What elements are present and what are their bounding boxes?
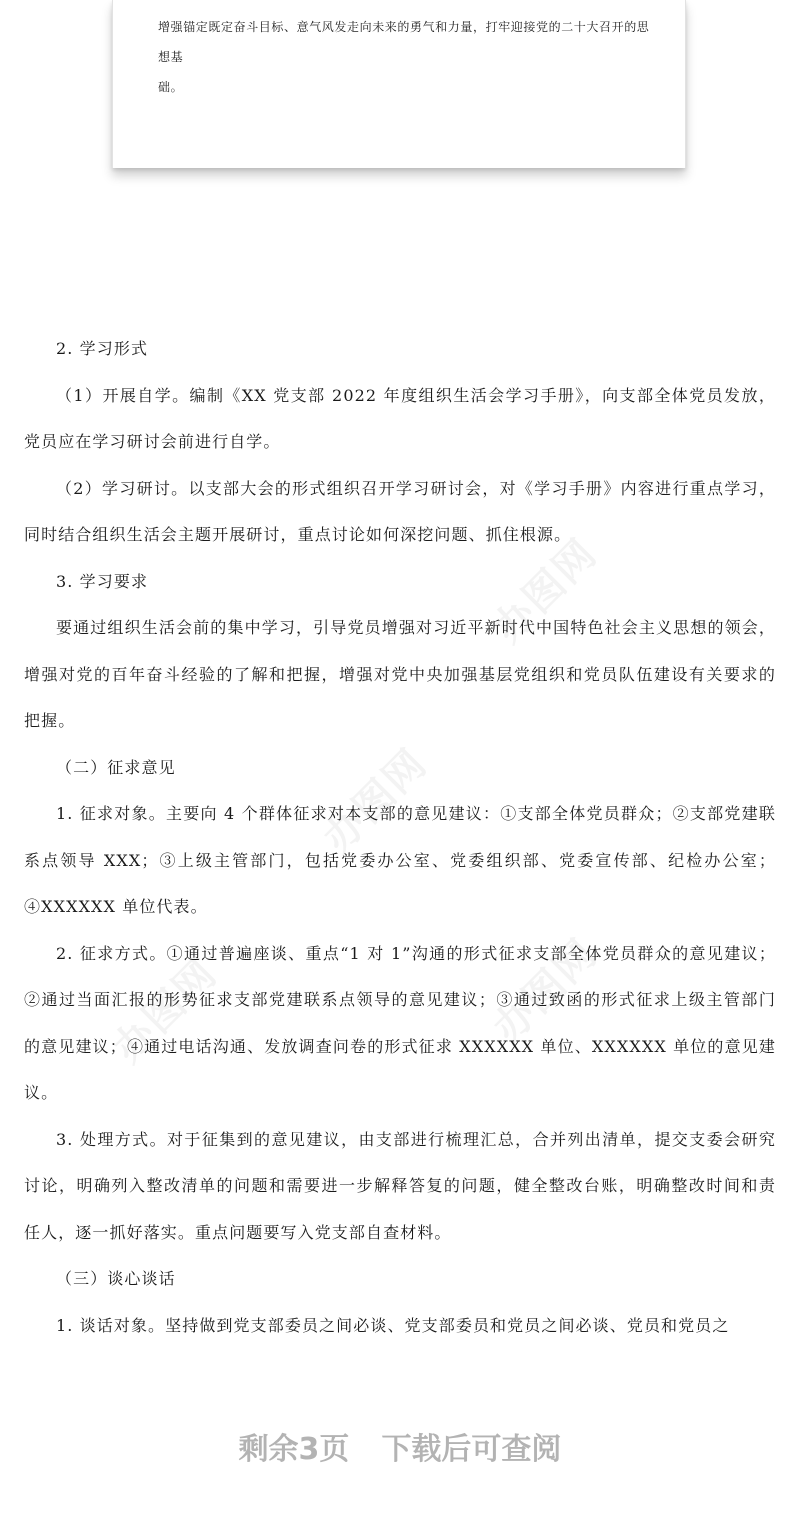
preview-line: 增强锚定既定奋斗目标、意气风发走向未来的勇气和力量，打牢迎接党的二十大召开的思想基	[158, 20, 650, 64]
preview-page-text	[158, 12, 658, 102]
paragraph: 1. 征求对象。主要向 4 个群体征求对本支部的意见建议：①支部全体党员群众；②支部党建联系点领导 XXX；③上级主管部门，包括党委办公室、党委组织部、党委宣传部、纪检办公室；④XXXXXX 单位代表。	[24, 804, 776, 916]
paragraph: （2）学习研讨。以支部大会的形式组织召开学习研讨会，对《学习手册》内容进行重点学习，同时结合组织生活会主题开展研讨，重点讨论如何深挖问题、抓住根源。	[24, 478, 776, 544]
watermark: 办图网	[484, 930, 607, 1052]
paragraph: 要通过组织生活会前的集中学习，引导党员增强对习近平新时代中国特色社会主义思想的领会，增强对党的百年奋斗经验的了解和把握，增强对党中央加强基层党组织和党员队伍建设有关要求的把握。	[24, 618, 776, 730]
paragraph: 1. 谈话对象。坚持做到党支部委员之间必谈、党支部委员和党员之间必谈、党员和党员之	[56, 1315, 730, 1335]
section-heading: 3. 学习要求	[56, 571, 149, 591]
paragraph: 3. 处理方式。对于征集到的意见建议，由支部进行梳理汇总，合并列出清单，提交支委会研究讨论，明确列入整改清单的问题和需要进一步解释答复的问题，健全整改台账，明确整改时间和责任人，逐一抓好落实。重点问题要写入党支部自查材料。	[24, 1129, 776, 1242]
download-to-view-label: 下载后可查阅	[381, 1432, 562, 1467]
preview-line: 础。	[158, 80, 184, 94]
remaining-pages-banner[interactable]	[0, 1425, 800, 1475]
section-heading: （二）征求意见	[56, 757, 176, 777]
watermark: 办图网	[104, 950, 227, 1072]
section-heading: （三）谈心谈话	[56, 1269, 176, 1288]
preview-page-card	[112, 0, 686, 168]
document-body	[24, 326, 776, 1349]
section-heading: 2. 学习形式	[56, 339, 149, 358]
watermark: 办图网	[314, 740, 437, 862]
paragraph: 2. 征求方式。①通过普遍座谈、重点“1 对 1”沟通的形式征求支部全体党员群众的意见建议；②通过当面汇报的形势征求支部党建联系点领导的意见建议；③通过致函的形式征求上级主管部门的意见建议；④通过电话沟通、发放调查问卷的形式征求 XXXXXX 单位、XXXXXX 单位的意见建议。	[24, 943, 776, 1102]
paragraph: （1）开展自学。编制《XX 党支部 2022 年度组织生活会学习手册》，向支部全体党员发放，党员应在学习研讨会前进行自学。	[24, 385, 776, 451]
remaining-pages-label: 剩余3页	[238, 1432, 350, 1467]
watermark: 办图网	[484, 530, 607, 652]
